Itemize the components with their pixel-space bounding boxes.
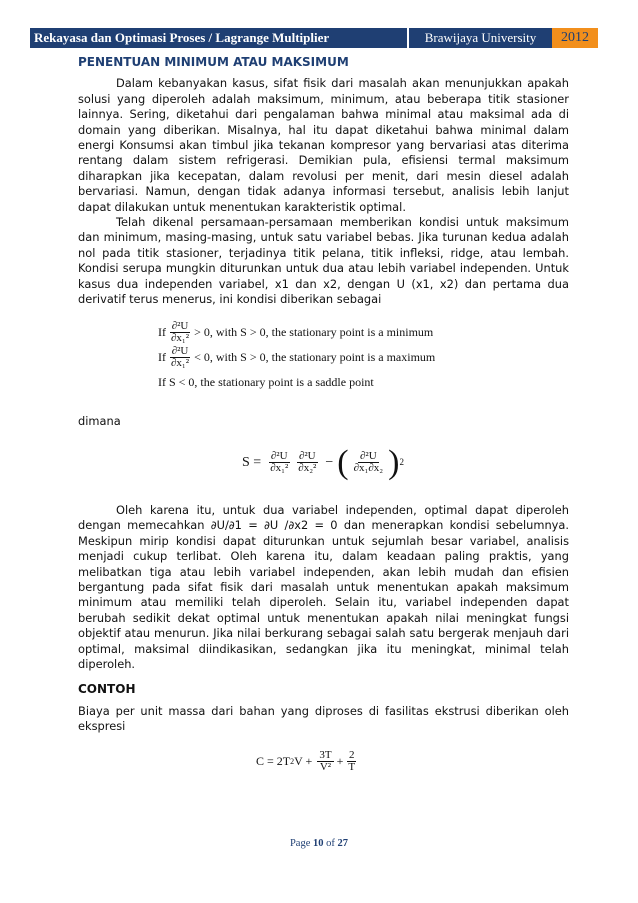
- page-header: [30, 28, 598, 48]
- paragraph-4: Biaya per unit massa dari bahan yang diproses di fasilitas ekstrusi diberikan oleh ekspresi: [78, 703, 569, 734]
- header-university: Brawijaya University: [407, 28, 552, 48]
- second-derivative-fraction: $\frac{\text{∂²U}}{\text{∂x₁²}}$: [171, 345, 190, 369]
- contoh-heading: CONTOH: [78, 682, 136, 697]
- condition-saddle: If S < 0, the stationary point is a saddle point: [158, 374, 374, 389]
- s-formula: S = $\frac{\text{∂²U}}{\text{∂x₁²}}$ $\frac{\text{∂²U}}{\text{∂x₂²}}$ − ( $\frac{\text{∂²U}}{\text{∂x₁∂x₂}}$ ) 2: [242, 443, 404, 481]
- header-title: Rekayasa dan Optimasi Proses / Lagrange Multiplier: [30, 28, 407, 48]
- condition-minimum: If $\frac{\text{∂²U}}{\text{∂x₁²}}$ > 0, with S > 0, the stationary point is a minimum: [158, 320, 434, 344]
- page-content: [78, 55, 569, 777]
- paragraph-1: Dalam kebanyakan kasus, sifat fisik dari masalah akan menunjukkan apakah solusi yang diperoleh adalah maksimum, minimum, atau beberapa titik stasioner lainnya. Sering, diketahui dari pengalaman bahwa minimal atau maksimal ada di domain yang diberikan. Misalnya, hal itu dapat diketahui bahwa minimal dalam energi Konsumsi akan timbul jika tekanan kompresor yang bervariasi atas diterima rentang dalam sistem refrigerasi. Demikian pula, efisiensi termal maksimum diharapkan jika kecepatan, dalam revolusi per menit, dari mesin diesel adalah bervariasi. Namun, dengan tidak adanya informasi tersebut, analisis lebih lanjut dapat dilakukan untuk menentukan karakteristik optimal.: [78, 76, 569, 214]
- section-heading: PENENTUAN MINIMUM ATAU MAKSIMUM: [78, 55, 349, 69]
- header-year: 2012: [552, 28, 598, 48]
- cost-formula: C = 2T 2 V + $\frac{3T}{\text{V²}}$ + $\frac{2}{T}$: [256, 749, 356, 774]
- paragraph-2: Telah dikenal persamaan-persamaan memberikan kondisi untuk maksimum dan minimum, masing-masing, untuk satu variabel bebas. Jika turunan kedua adalah nol pada titik stasioner, terjadinya titik pelana, titik infleksi, ridge, atau lembah. Kondisi serupa mungkin diturunkan untuk dua atau lebih variabel independen. Untuk kasus dua independen variabel, x1 dan x2, dengan U (x1, x2) dan pertama dua derivatif terus menerus, ini kondisi diberikan sebagai: [78, 215, 569, 307]
- paragraph-3: Oleh karena itu, untuk dua variabel independen, optimal dapat diperoleh dengan memecahkan ∂U/∂1 = ∂U /∂x2 = 0 dan menerapkan kondisi sebelumnya. Meskipun mirip kondisi dapat diturunkan untuk sejumlah besar variabel, analisis menjadi cukup terlibat. Oleh karena itu, dalam keadaan paling praktis, yang melibatkan tiga atau lebih variabel independen, akan lebih mudah dan efisien bergantung pada sifat fisik dari masalah untuk menentukan apakah maksimum minimum atau memiliki telah diperoleh. Selain itu, variabel independen dapat berubah sedikit dekat optimal untuk menentukan apakah nilai meningkat fungsi objektif atau menurun. Jika nilai berkurang sebagai salah satu bergerak menjauh dari optimal, maksimal diindikasikan, sedangkan jika itu meningkat, minimal telah diperoleh.: [78, 502, 570, 671]
- conditions-block: [158, 322, 569, 394]
- page-footer: Page 10 of 27: [289, 838, 349, 849]
- condition-maximum: If $\frac{\text{∂²U}}{\text{∂x₁²}}$ < 0, with S > 0, the stationary point is a maximum: [158, 345, 436, 369]
- dimana-label: dimana: [78, 413, 121, 428]
- second-derivative-fraction: $\frac{\text{∂²U}}{\text{∂x₁²}}$: [171, 320, 190, 344]
